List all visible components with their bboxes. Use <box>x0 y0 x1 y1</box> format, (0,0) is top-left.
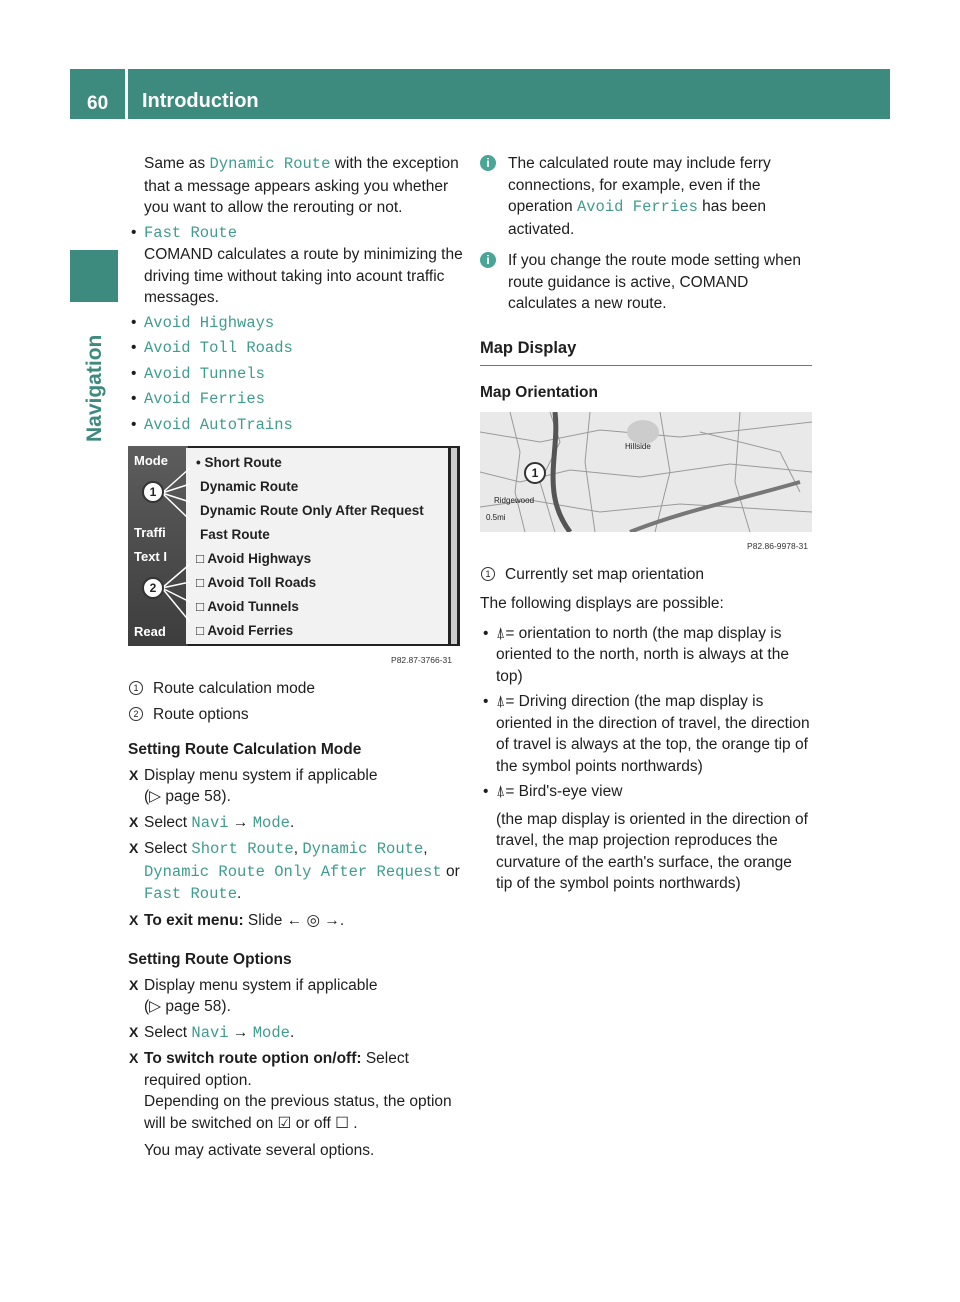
list-item <box>128 222 464 245</box>
step-item: X Display menu system if applicable (▷ page 58). <box>128 765 464 808</box>
fast-route-desc: COMAND calculates a route by minimizing the driving time without taking into acount traffic messages. <box>144 246 463 306</box>
legend-item: 1 Route calculation mode <box>128 678 464 700</box>
dynamic-request-desc: Same as Dynamic Route with the exception that a message appears asking you whether you want to allow the rerouting or not. <box>144 155 459 216</box>
right-column <box>480 153 812 895</box>
list-item: • Avoid Tunnels <box>128 363 464 386</box>
screenshot-label: Text I <box>134 549 167 564</box>
scrollbar <box>451 448 457 644</box>
menu-item: Dynamic Route Only After Request <box>200 503 424 518</box>
step-item: X To switch route option on/off: Select required option. Depending on the previous status, the option will be switched on ☑ or off ☐ . <box>128 1048 464 1134</box>
callout-badge-1: 1 <box>142 481 164 503</box>
route-menu-screenshot <box>128 446 460 666</box>
page-header <box>70 69 890 119</box>
callout-badge-1: 1 <box>524 462 546 484</box>
legend-item: 1 Currently set map orientation <box>480 564 812 586</box>
list-item: • Avoid Toll Roads <box>128 337 464 360</box>
birds-eye-icon: ⍋ <box>496 783 506 800</box>
step-item: X To exit menu: Slide ← ◎ →. <box>128 910 464 932</box>
header-divider <box>125 69 128 119</box>
screenshot-label: Traffi <box>134 525 166 540</box>
menu-item: • Short Route <box>196 455 282 470</box>
driving-direction-icon: ⍋ <box>496 693 506 710</box>
heading-options: Setting Route Options <box>128 951 292 968</box>
left-column <box>128 153 464 1162</box>
step-item: X Select Navi → Mode. <box>128 812 464 835</box>
screenshot-label: Read <box>134 624 166 639</box>
menu-item: □ Avoid Toll Roads <box>196 575 317 590</box>
info-icon: i <box>480 252 496 268</box>
north-orientation-icon: ⍋ <box>496 624 506 642</box>
info-note: i If you change the route mode setting when route guidance is active, COMAND calculates a new route. <box>480 250 812 315</box>
list-item: • Avoid Highways <box>128 312 464 335</box>
info-note: i The calculated route may include ferry connections, for example, even if the operation Avoid Ferries has been activated. <box>480 153 812 240</box>
body-text: (the map display is oriented in the direction of travel, the map projection reproduces the curvature of the earth's surface, the orange tip of the symbol points northwards) <box>496 810 808 892</box>
callout-badge-2: 2 <box>142 577 164 599</box>
body-text: The following displays are possible: <box>480 595 724 612</box>
note-text: You may activate several options. <box>144 1142 375 1159</box>
info-icon: i <box>480 155 496 171</box>
map-screenshot <box>480 412 812 552</box>
step-item: X Display menu system if applicable (▷ page 58). <box>128 975 464 1018</box>
map-place-label: Ridgewood <box>494 495 535 505</box>
section-heading: Map Display <box>480 338 812 367</box>
step-item: X Select Navi → Mode. <box>128 1022 464 1045</box>
sidebar-label: Navigation <box>83 334 106 442</box>
legend-item: 2 Route options <box>128 704 464 726</box>
map-place-label: Hillside <box>625 441 651 451</box>
callout-lines <box>128 446 460 646</box>
list-item: • Avoid Ferries <box>128 388 464 411</box>
step-item: X Select Short Route, Dynamic Route, Dynamic Route Only After Request or Fast Route. <box>128 838 464 906</box>
figure-code: P82.86-9978-31 <box>747 540 808 551</box>
list-item: • ⍋= Driving direction (the map display is oriented in the direction of travel, the direction of travel is always at the top, the orange tip of the symbol points northwards) <box>480 691 812 777</box>
list-item: • ⍋= Bird's-eye view <box>480 781 812 803</box>
section-title: Introduction <box>142 90 259 112</box>
figure-code: P82.87-3766-31 <box>391 655 452 665</box>
page-number: 60 <box>87 93 109 114</box>
menu-item: □ Avoid Tunnels <box>196 599 299 614</box>
code-dynamic-route: Dynamic Route <box>209 155 331 173</box>
code-fast-route: Fast Route <box>144 223 238 242</box>
list-item: • Avoid AutoTrains <box>128 414 464 437</box>
menu-item: Dynamic Route <box>200 479 299 494</box>
heading-mode: Setting Route Calculation Mode <box>128 741 362 758</box>
menu-item: Fast Route <box>200 527 270 542</box>
map-scale: 0.5mi <box>486 512 506 522</box>
screenshot-label: Mode <box>134 453 168 468</box>
menu-item: □ Avoid Highways <box>196 551 312 566</box>
list-item: • ⍋= orientation to north (the map display is oriented to the north, north is always at the top) <box>480 623 812 688</box>
sidebar-tab <box>70 250 118 302</box>
menu-item: □ Avoid Ferries <box>196 623 294 638</box>
sub-heading: Map Orientation <box>480 384 598 401</box>
